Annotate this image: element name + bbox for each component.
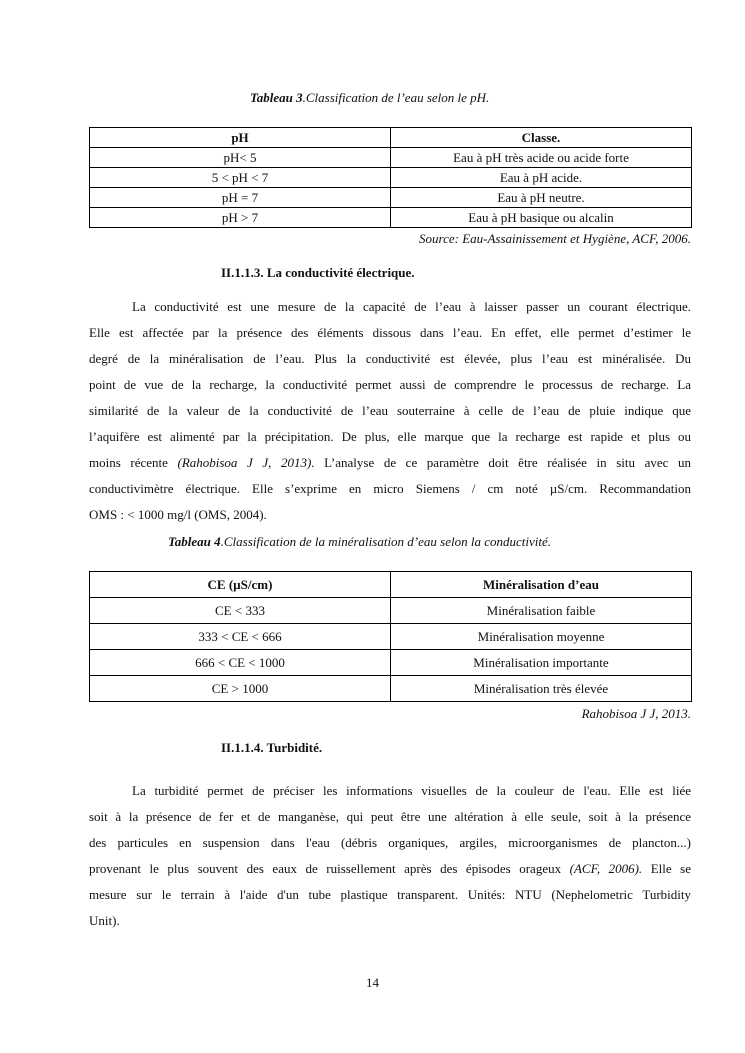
table-row [90,148,692,168]
text-line [89,450,691,476]
text-line: des particules en suspension dans l'eau (débris organiques, argiles, microorganismes de plancton...) [89,835,691,850]
table-header-cell: pH [90,128,391,148]
table-row [90,208,692,228]
table-cell: Eau à pH neutre. [391,188,692,208]
table-cell: Minéralisation très élevée [391,676,692,702]
table-row [90,650,692,676]
text-run: Elle se [642,861,691,876]
text-line: similarité de la valeur de la conductivité de l’eau souterraine à celle de l’eau de pluie indique que [89,403,691,418]
text-line: Elle est affectée par la présence des éléments dissous dans l’eau. En effet, elle permet d’estimer le [89,325,691,340]
table-row [90,676,692,702]
table-cell: CE < 333 [90,598,391,624]
text-line: OMS : < 1000 mg/l (OMS, 2004). [89,507,267,522]
table-cell: Eau à pH basique ou alcalin [391,208,692,228]
table-row [90,168,692,188]
text-line: La conductivité est une mesure de la capacité de l’eau à laisser passer un courant électrique. [132,299,691,314]
text-line: soit à la présence de fer et de manganèse, qui peut être une altération à elle seule, soit à la présence [89,809,691,824]
text-line: degré de la minéralisation de l’eau. Plus la conductivité est élevée, plus l’eau est minéralisée. Du [89,351,691,366]
text-line: La turbidité permet de préciser les informations visuelles de la couleur de l'eau. Elle est liée [132,783,691,798]
table-cell: CE > 1000 [90,676,391,702]
table-cell: Minéralisation faible [391,598,692,624]
table4-caption-label: Tableau 4 [168,534,221,549]
table4-caption [168,534,551,550]
table-header-cell: CE (µS/cm) [90,572,391,598]
table-cell: Minéralisation importante [391,650,692,676]
text-line [89,856,691,882]
text-run: provenant le plus souvent des eaux de ruissellement après des épisodes orageux [89,861,570,876]
table-header-row [90,572,692,598]
text-line: Unit). [89,913,120,928]
table-cell: pH = 7 [90,188,391,208]
table-cell: pH< 5 [90,148,391,168]
table3-caption-label: Tableau 3 [250,90,303,105]
table4 [89,571,692,702]
table-cell: Eau à pH acide. [391,168,692,188]
text-line: l’aquifère est alimenté par la précipitation. De plus, elle marque que la recharge est rapide et plus ou [89,429,691,444]
table4-source: Rahobisoa J J, 2013. [581,706,691,721]
page-number: 14 [366,975,379,990]
table-cell: Eau à pH très acide ou acide forte [391,148,692,168]
table4-caption-text: .Classification de la minéralisation d’eau selon la conductivité. [220,534,551,549]
table3-source: Source: Eau-Assainissement et Hygiène, ACF, 2006. [419,231,691,246]
paragraph-conductivity [89,294,691,528]
table-cell: 666 < CE < 1000 [90,650,391,676]
section-heading-conductivity: II.1.1.3. La conductivité électrique. [221,265,415,280]
table-header-cell: Classe. [391,128,692,148]
section-heading-turbidity: II.1.1.4. Turbidité. [221,740,323,755]
text-line: mesure sur le terrain à l'aide d'un tube plastique transparent. Unités: NTU (Nephelometric Turbidity [89,887,691,902]
table-cell: pH > 7 [90,208,391,228]
table-header-row [90,128,692,148]
text-line: conductivimètre électrique. Elle s’exprime en micro Siemens / cm noté µS/cm. Recommandation [89,481,691,496]
text-run: L’analyse de ce paramètre doit être réalisée in situ avec un [314,455,691,470]
paragraph-turbidity [89,778,691,934]
table-cell: 5 < pH < 7 [90,168,391,188]
table-row [90,188,692,208]
text-line: point de vue de la recharge, la conductivité permet aussi de comprendre le processus de recharge. La [89,377,691,392]
table3-caption [250,90,489,106]
table3-caption-text: .Classification de l’eau selon le pH. [302,90,490,105]
table-row [90,598,692,624]
table-cell: Minéralisation moyenne [391,624,692,650]
table-row [90,624,692,650]
citation: (ACF, 2006). [569,861,643,876]
table3 [89,127,692,228]
text-run: moins récente [89,455,178,470]
table-header-cell: Minéralisation d’eau [391,572,692,598]
table-cell: 333 < CE < 666 [90,624,391,650]
citation: (Rahobisoa J J, 2013). [177,455,315,470]
